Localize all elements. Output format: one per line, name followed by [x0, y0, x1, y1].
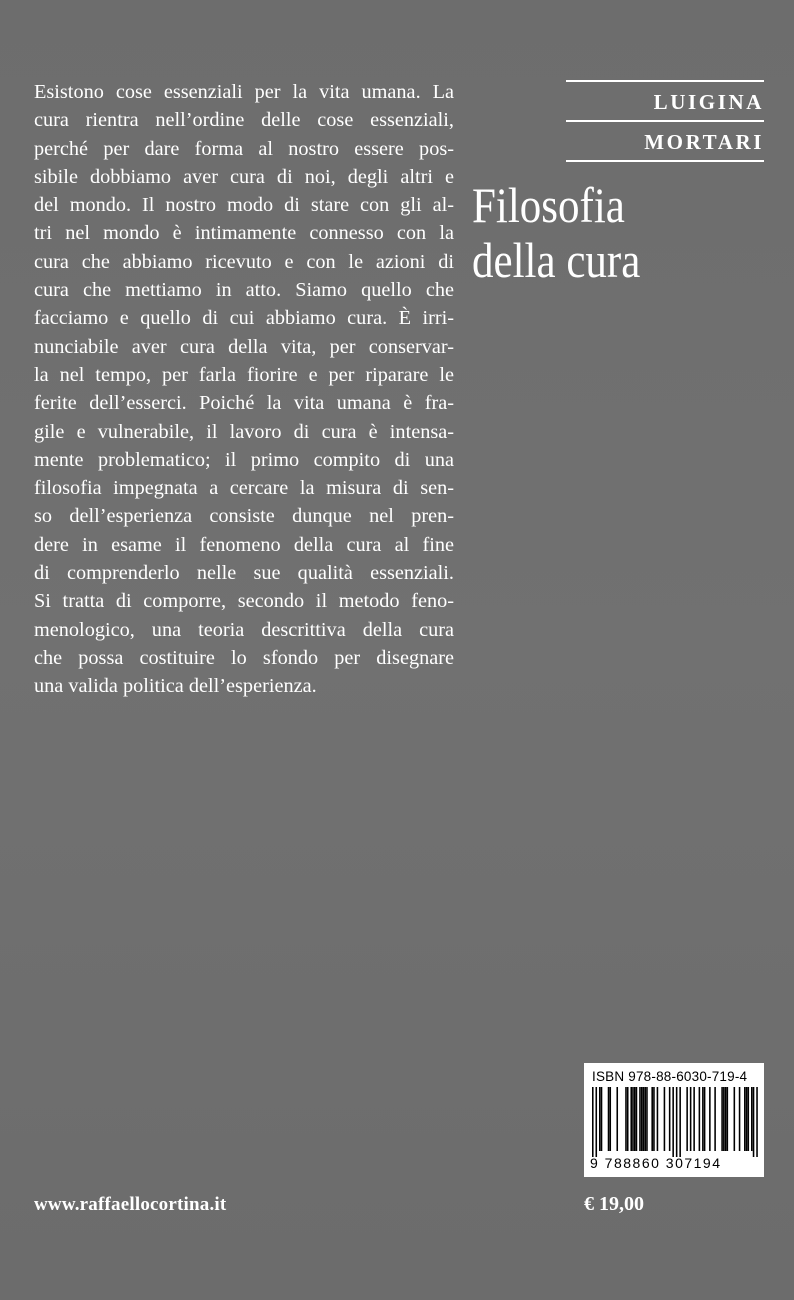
blurb-line: che possa costituire lo sfondo per disegnare — [34, 646, 454, 669]
barcode-box — [584, 1063, 764, 1177]
author-last-name: MORTARI — [644, 130, 764, 154]
blurb-line: tri nel mondo è intimamente connesso con la — [34, 222, 454, 245]
blurb-line: ferite dell’esserci. Poiché la vita umana è fra- — [34, 392, 454, 415]
blurb-line: cura rientra nell’ordine delle cose essenziali, — [34, 109, 454, 132]
blurb-line: nunciabile aver cura della vita, per conservar- — [34, 335, 454, 358]
blurb-text — [34, 78, 454, 701]
book-title-line-1: Filosofia — [472, 177, 625, 233]
barcode-digits: 9 788860 307194 — [590, 1155, 722, 1171]
isbn-label: ISBN 978-88-6030-719-4 — [592, 1069, 748, 1084]
blurb-line: mente problematico; il primo compito di una — [34, 448, 454, 471]
blurb-line: del mondo. Il nostro modo di stare con gli al- — [34, 194, 454, 217]
author-rule-bottom — [566, 160, 764, 162]
blurb-line: sibile dobbiamo aver cura di noi, degli altri e — [34, 165, 454, 188]
price: € 19,00 — [584, 1193, 644, 1215]
blurb-line: Esistono cose essenziali per la vita umana. La — [34, 81, 454, 103]
blurb-line: facciamo e quello di cui abbiamo cura. È irri- — [34, 307, 454, 330]
blurb-line: la nel tempo, per farla fiorire e per riparare le — [34, 363, 454, 386]
blurb-line: dere in esame il fenomeno della cura al fine — [34, 533, 454, 556]
author-first-name: LUIGINA — [653, 90, 764, 114]
blurb-line: una valida politica dell’esperienza. — [34, 675, 317, 698]
blurb-line: di comprenderlo nelle sue qualità essenziali. — [34, 562, 454, 585]
blurb-line: cura che abbiamo ricevuto e con le azioni di — [34, 250, 454, 273]
book-title-line-2: della cura — [472, 232, 641, 288]
blurb-line: gile e vulnerabile, il lavoro di cura è intensa- — [34, 420, 454, 443]
blurb-line: so dell’esperienza consiste dunque nel pren- — [34, 505, 454, 528]
blurb-line: cura che mettiamo in atto. Siamo quello che — [34, 279, 454, 302]
blurb-line: menologico, una teoria descrittiva della cura — [34, 618, 454, 641]
blurb-line: perché per dare forma al nostro essere pos- — [34, 137, 454, 160]
blurb-line: Si tratta di comporre, secondo il metodo feno- — [34, 590, 454, 613]
blurb-line: filosofia impegnata a cercare la misura di sen- — [34, 477, 454, 500]
publisher-website: www.raffaellocortina.it — [34, 1194, 227, 1215]
author-block — [566, 80, 764, 162]
barcode-icon — [592, 1087, 758, 1157]
book-title — [472, 178, 739, 288]
